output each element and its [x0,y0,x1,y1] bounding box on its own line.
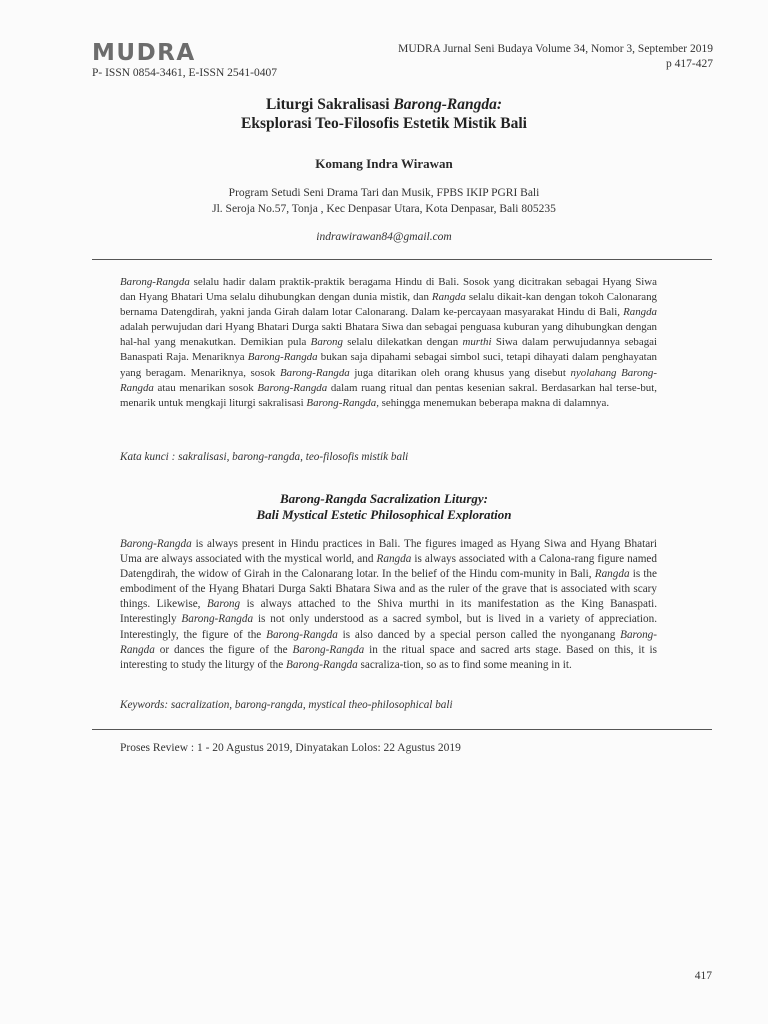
english-title-line1: Barong-Rangda Sacralization Liturgy: [279,491,489,506]
abstract-indonesian: Barong-Rangda selalu hadir dalam praktik-praktik beragama Hindu di Bali. Sosok yang dicitrakan sebagai Hyang Siwa dan Hyang Bhatari Uma selalu dihubungkan dengan dunia mistik, dan Rangda selalu dikait-kan dengan tokoh Calonarang bernama Datengdirah, yakni janda Girah dalam lotar Calonarang. Dalam ke-percayaan masyarakat Hindu di Bali, Rangda adalah perwujudan dari Hyang Bhatari Durga sakti Bhatara Siwa dan sebagai penguasa kuburan yang dihubungkan dengan hal-hal yang menakutkan. Demikian pula Barong selalu dilekatkan dengan murthi Siwa dalam perwujudannya sebagai Banaspati Raja. Menariknya Barong-Rangda bukan saja dipahami sebagai simbol suci, tetapi dihayati dalam penghayatan yang beragam. Menariknya, sosok Barong-Rangda juga ditarikan oleh orang khusus yang disebut nyolahang Barong-Rangda atau menarikan sosok Barong-Rangda dalam ruang ritual dan pentas kesenian sakral. Berdasarkan hal terse-but, menarik untuk mengkaji liturgi sakralisasi Barong-Rangda, sehingga menemukan beberapa makna di dalamnya. [120,276,657,409]
paper-title-line1 [120,95,648,114]
author-email: indrawirawan84@gmail.com [316,231,452,243]
title-text: Liturgi Sakralisasi [266,96,394,113]
journal-logo: MUDRA [92,40,196,66]
journal-info [398,42,713,71]
english-title [120,491,648,523]
abstract-english: Barong-Rangda is always present in Hindu practices in Bali. The figures imaged as Hyang Siwa and Hyang Bhatari Uma are always associated with the mystical world, and Rangda is always associated with a Calona-rang figure named Datengdirah, the widow of Girah in the Calonarang lotar. In the belief of the Hindu com-munity in Bali, Rangda is the embodiment of the Hyang Bhatari Durga Sakti Bhatara Siwa and as the ruler of the grave that is associated with scary things. Likewise, Barong is always attached to the Shiva murthi in its manifestation as the King Banaspati. Interestingly Barong-Rangda is not only understood as a sacred symbol, but is lived in a variety of appreciation. Interestingly, the figure of the Barong-Rangda is also danced by a special person called the nyonganang Barong-Rangda or dances the figure of the Barong-Rangda in the ritual space and sacred arts stage. Based on this, it is interesting to study the liturgy of the Barong-Rangda sacraliza-tion, so as to find some meaning in it. [120,538,658,671]
divider-bottom [92,729,712,730]
paper-title [120,95,648,133]
english-title-line2: Bali Mystical Estetic Philosophical Exploration [256,507,512,522]
paper-title-line2: Eksplorasi Teo-Filosofis Estetik Mistik Bali [241,115,527,132]
keywords-english: Keywords: sacralization, barong-rangda, mystical theo-philosophical bali [120,699,453,711]
divider-top [92,259,712,260]
review-dates: Proses Review : 1 - 20 Agustus 2019, Dinyatakan Lolos: 22 Agustus 2019 [120,742,461,754]
author-name: Komang Indra Wirawan [315,156,453,171]
page-number: 417 [694,970,712,982]
affiliation-line2: Jl. Seroja No.57, Tonja , Kec Denpasar Utara, Kota Denpasar, Bali 805235 [212,202,556,215]
page-range: p 417-427 [666,57,713,70]
journal-citation: MUDRA Jurnal Seni Budaya Volume 34, Nomor 3, September 2019 [398,43,713,55]
title-italic: Barong-Rangda: [393,96,502,113]
affiliation [120,186,648,217]
keywords-indonesian: Kata kunci : sakralisasi, barong-rangda, teo-filosofis mistik bali [120,451,409,463]
affiliation-line1: Program Setudi Seni Drama Tari dan Musik, FPBS IKIP PGRI Bali [228,187,540,199]
issn-line: P- ISSN 0854-3461, E-ISSN 2541-0407 [92,67,277,79]
